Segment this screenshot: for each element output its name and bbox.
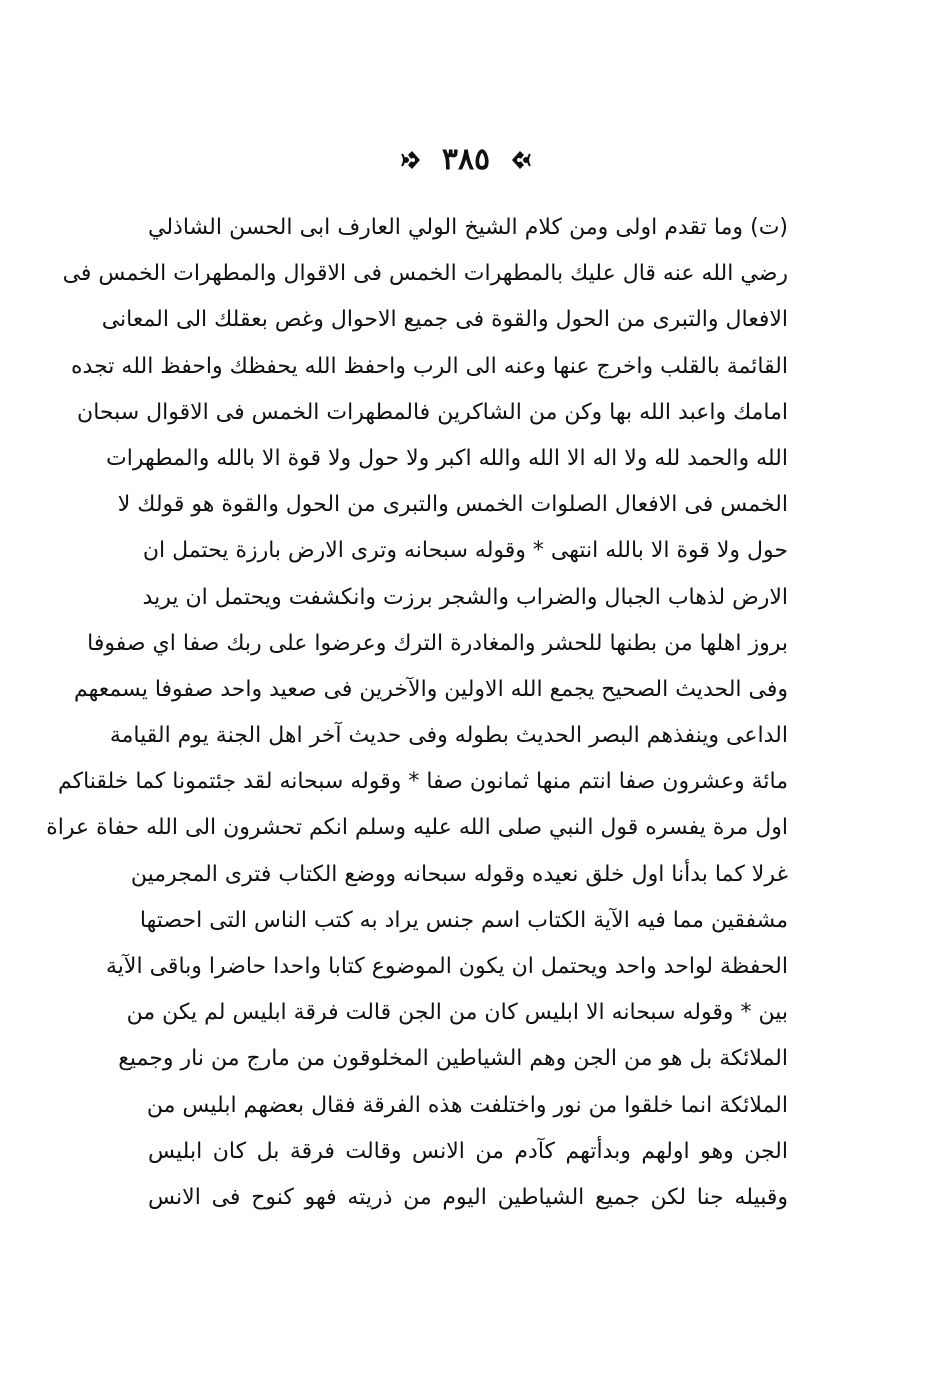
text-line: (ت) وما تقدم اولى ومن كلام الشيخ الولي العارف ابى الحسن الشاذلي	[148, 215, 788, 240]
text-line: غرلا كما بدأنا اول خلق نعيده وقوله سبحانه ووضع الكتاب فترى المجرمين	[130, 861, 788, 887]
text-line: وقبيله جنا لكن جميع الشياطين اليوم من ذريته فهو كنوح فى الانس	[148, 1184, 788, 1210]
text-line: الله والحمد لله ولا اله الا الله والله اكبر ولا حول ولا قوة الا بالله والمطهرات	[106, 445, 788, 471]
ornament-left-icon	[398, 145, 428, 175]
body-text	[46, 205, 788, 1221]
text-line: اول مرة يفسره قول النبي صلى الله عليه وسلم انكم تحشرون الى الله حفاة عراة	[46, 815, 788, 841]
text-line: الملائكة انما خلقوا من نور واختلفت هذه الفرقة فقال بعضهم ابليس من	[146, 1092, 788, 1118]
text-line: وفى الحديث الصحيح يجمع الله الاولين والآخرين فى صعيد واحد صفوفا يسمعهم	[73, 676, 788, 702]
text-line: امامك واعبد الله بها وكن من الشاكرين فالمطهرات الخمس فى الاقوال سبحان	[77, 399, 788, 425]
text-line: الارض لذهاب الجبال والضراب والشجر برزت وانكشفت ويحتمل ان يريد	[142, 584, 788, 610]
text-line: بروز اهلها من بطنها للحشر والمغادرة الترك وعرضوا على ربك صفا اي صفوفا	[87, 630, 788, 656]
text-line: الداعى وينفذهم البصر الحديث بطوله وفى حديث آخر اهل الجنة يوم القيامة	[109, 723, 788, 749]
text-line: مشفقين مما فيه الآية الكتاب اسم جنس يراد به كتب الناس التى احصتها	[139, 907, 788, 933]
text-line: الافعال والتبرى من الحول والقوة فى جميع الاحوال وغص بعقلك الى المعانى	[101, 307, 788, 333]
page-header	[0, 140, 932, 180]
text-line: رضي الله عنه قال عليك بالمطهرات الخمس فى الاقوال والمطهرات الخمس فى	[62, 261, 788, 287]
text-line: بين * وقوله سبحانه الا ابليس كان من الجن قالت فرقة ابليس لم يكن من	[126, 1000, 788, 1026]
text-line: الجن وهو اولهم وبدأتهم كآدم من الانس وقالت فرقة بل كان ابليس	[148, 1138, 788, 1164]
text-line: الخمس فى الافعال الصلوات الخمس والتبرى من الحول والقوة هو قولك لا	[117, 492, 788, 518]
text-line: الملائكة بل هو من الجن وهم الشياطين المخلوقون من مارج من نار وجميع	[118, 1046, 788, 1072]
text-line: مائة وعشرون صفا انتم منها ثمانون صفا * وقوله سبحانه لقد جئتمونا كما خلقناكم	[57, 769, 788, 795]
ornament-right-icon	[504, 145, 534, 175]
text-line: القائمة بالقلب واخرج عنها وعنه الى الرب واحفظ الله يحفظك واحفظ الله تجده	[71, 353, 788, 379]
text-line: حول ولا قوة الا بالله انتهى * وقوله سبحانه وترى الارض بارزة يحتمل ان	[142, 538, 788, 564]
page-number: ٣٨٥	[441, 142, 491, 177]
text-line: الحفظة لواحد واحد ويحتمل ان يكون الموضوع كتابا واحدا حاضرا وباقى الآية	[106, 954, 788, 979]
